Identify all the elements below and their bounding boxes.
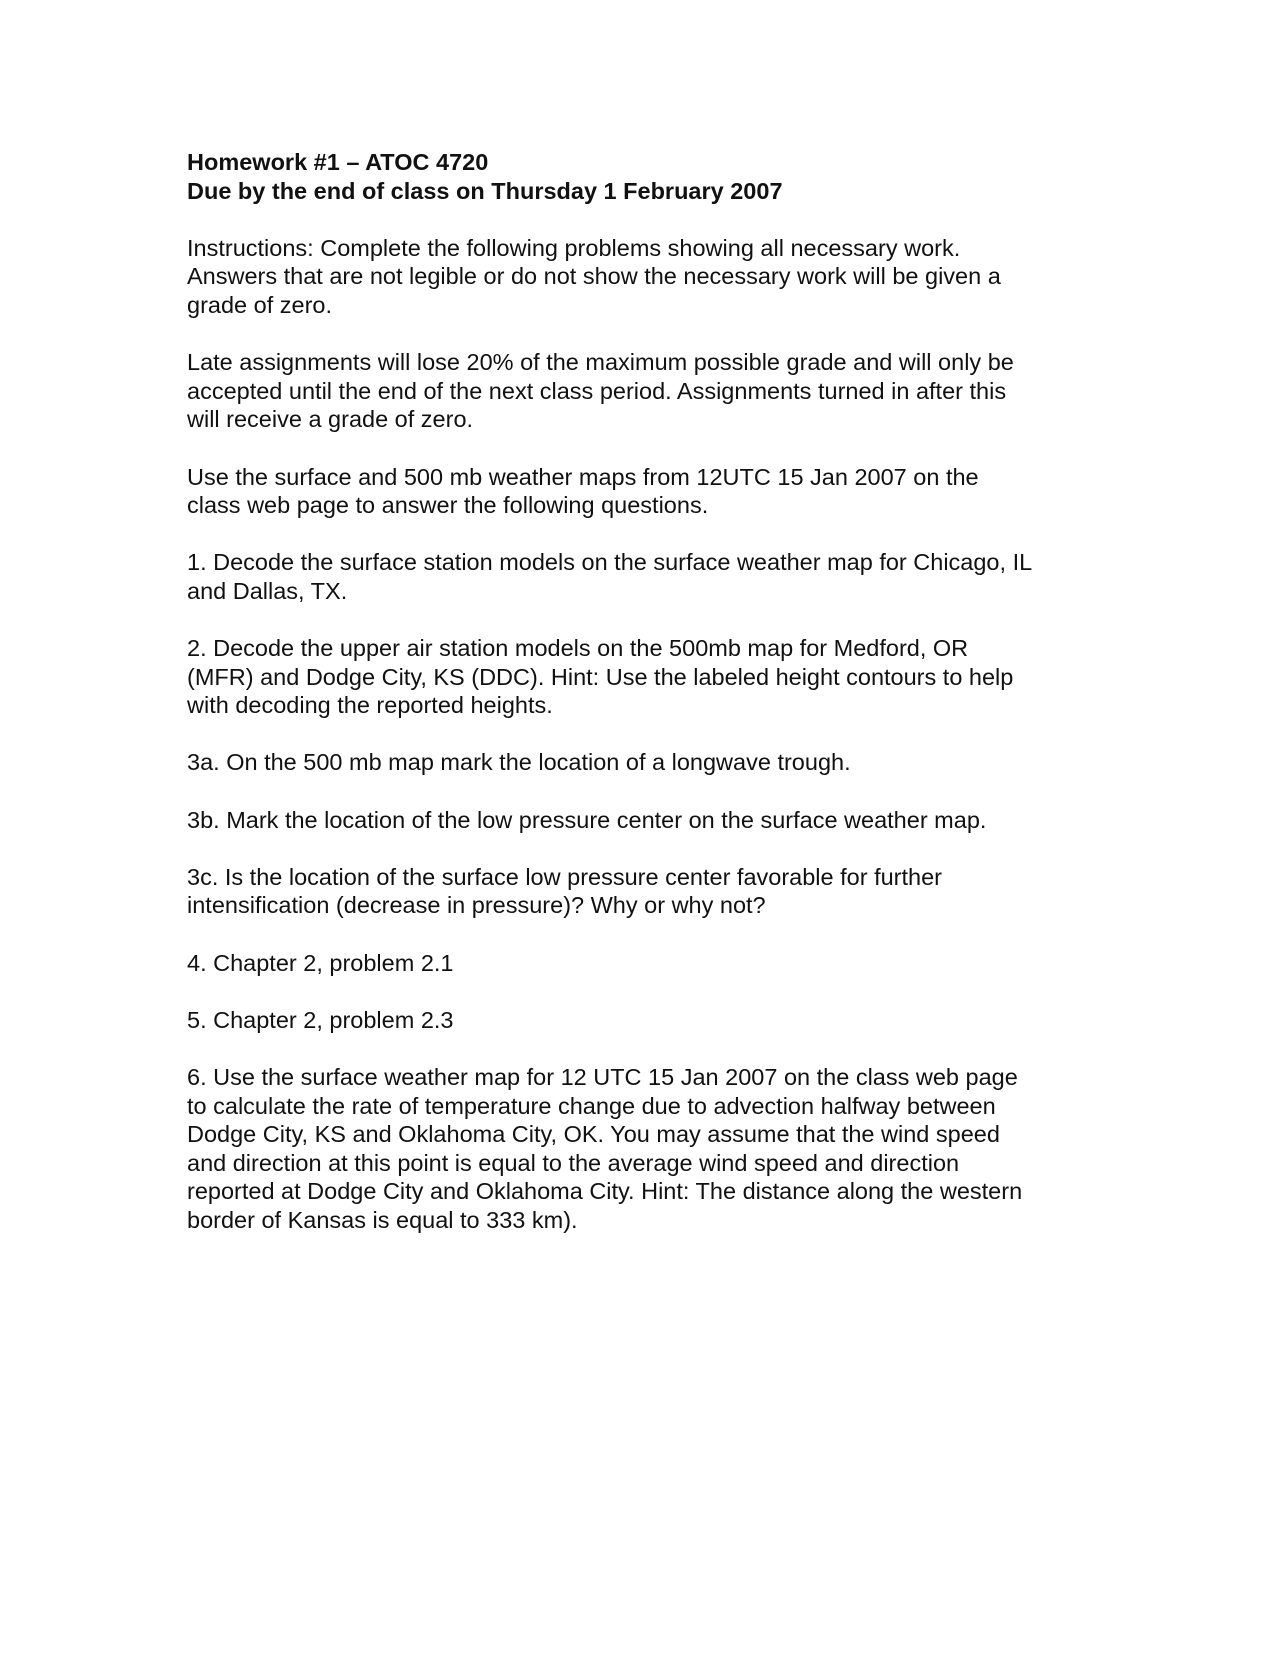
homework-title: Homework #1 – ATOC 4720 [187,149,489,175]
question-3b: 3b. Mark the location of the low pressure center on the surface weather map. [187,806,987,833]
maps-paragraph: Use the surface and 500 mb weather maps from 12UTC 15 Jan 2007 on the class web page to answer the following questions. [187,463,979,519]
question-4: 4. Chapter 2, problem 2.1 [187,949,454,976]
instructions-paragraph: Instructions: Complete the following problems showing all necessary work. Answers that are not legible or do not show the necessary work will be given a grade of zero. [187,234,1001,318]
document-body [187,148,1107,1263]
question-5: 5. Chapter 2, problem 2.3 [187,1006,454,1033]
due-date-line: Due by the end of class on Thursday 1 February 2007 [187,177,783,204]
late-policy-paragraph: Late assignments will lose 20% of the maximum possible grade and will only be accepted until the end of the next class period. Assignments turned in after this will receive a grade of zero. [187,349,1014,433]
question-2: 2. Decode the upper air station models on the 500mb map for Medford, OR (MFR) and Dodge City, KS (DDC). Hint: Use the labeled height contours to help with decoding the reported heights. [187,635,1014,719]
question-6: 6. Use the surface weather map for 12 UTC 15 Jan 2007 on the class web page to calculate the rate of temperature change due to advection halfway between Dodge City, KS and Oklahoma City, OK. You may assume that the wind speed and direction at this point is equal to the average wind speed and direction reported at Dodge City and Oklahoma City. Hint: The distance along the western border of Kansas is equal to 333 km). [187,1064,1023,1233]
question-1: 1. Decode the surface station models on the surface weather map for Chicago, IL and Dallas, TX. [187,549,1033,604]
document-header [187,148,1107,205]
question-3c: 3c. Is the location of the surface low pressure center favorable for further intensification (decrease in pressure)? Why or why not? [187,863,942,919]
question-3a: 3a. On the 500 mb map mark the location of a longwave trough. [187,749,851,776]
